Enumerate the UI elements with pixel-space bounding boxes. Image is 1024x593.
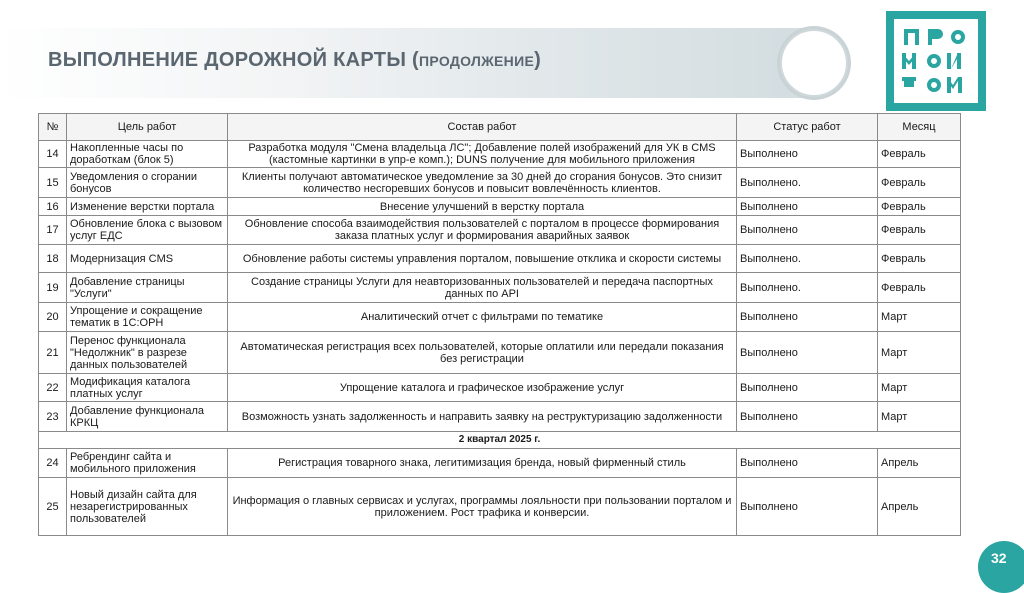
cell-goal: Обновление блока с вызовом услуг ЕДС: [67, 216, 228, 245]
table-row: [39, 303, 961, 332]
cell-status: Выполнено: [737, 303, 878, 332]
cell-goal: Упрощение и сокращение тематик в 1С:ОРН: [67, 303, 228, 332]
page-number-badge: [978, 541, 1024, 593]
cell-status: Выполнено: [737, 478, 878, 536]
page-title-close: ): [534, 49, 542, 71]
cell-goal: Перенос функционала "Недолжник" в разрезе данных пользователей: [67, 332, 228, 374]
cell-month: Февраль: [878, 245, 961, 273]
cell-month: Март: [878, 303, 961, 332]
cell-month: Февраль: [878, 198, 961, 216]
table-header-row: [39, 114, 961, 141]
cell-month: Апрель: [878, 478, 961, 536]
cell-num: 24: [39, 449, 67, 478]
cell-desc: Упрощение каталога и графическое изображение услуг: [228, 374, 737, 402]
cell-num: 21: [39, 332, 67, 374]
cell-desc: Автоматическая регистрация всех пользователей, которые оплатили или передали показания без регистрации: [228, 332, 737, 374]
page-title-sub: ПРОДОЛЖЕНИЕ: [419, 53, 535, 69]
roadmap-table: [38, 113, 961, 536]
cell-num: 15: [39, 168, 67, 198]
header-num: №: [39, 114, 67, 141]
section-title: 2 квартал 2025 г.: [39, 432, 961, 449]
cell-status: Выполнено: [737, 374, 878, 402]
header-desc: Состав работ: [228, 114, 737, 141]
cell-month: Февраль: [878, 141, 961, 168]
cell-goal: Изменение верстки портала: [67, 198, 228, 216]
cell-month: Март: [878, 332, 961, 374]
table-row: [39, 168, 961, 198]
page-title-main: ВЫПОЛНЕНИЕ ДОРОЖНОЙ КАРТЫ (: [48, 49, 420, 71]
cell-num: 22: [39, 374, 67, 402]
cell-desc: Создание страницы Услуги для неавторизованных пользователей и передача паспортных данных по API: [228, 273, 737, 303]
cell-month: Апрель: [878, 449, 961, 478]
page-number: 32: [991, 550, 1007, 566]
header-circle: [780, 29, 848, 97]
table-row: [39, 449, 961, 478]
cell-num: 16: [39, 198, 67, 216]
cell-goal: Модификация каталога платных услуг: [67, 374, 228, 402]
cell-desc: Клиенты получают автоматическое уведомление за 30 дней до сгорания бонусов. Это снизит количество несгоревших бонусов и повысит вовлечённость клиентов.: [228, 168, 737, 198]
cell-month: Февраль: [878, 216, 961, 245]
logo-glyphs-icon: [890, 15, 982, 107]
cell-desc: Обновление способа взаимодействия пользователей с порталом в процессе формирования заказа платных услуг и формирования аварийных заявок: [228, 216, 737, 245]
cell-goal: Модернизация CMS: [67, 245, 228, 273]
cell-goal: Добавление страницы "Услуги": [67, 273, 228, 303]
cell-status: Выполнено: [737, 332, 878, 374]
cell-desc: Регистрация товарного знака, легитимизация бренда, новый фирменный стиль: [228, 449, 737, 478]
cell-desc: Обновление работы системы управления порталом, повышение отклика и скорости системы: [228, 245, 737, 273]
cell-goal: Добавление функционала КРКЦ: [67, 402, 228, 432]
page-title: [48, 49, 541, 72]
section-row: [39, 432, 961, 449]
table-row: [39, 374, 961, 402]
cell-goal: Накопленные часы по доработкам (блок 5): [67, 141, 228, 168]
table-row: [39, 141, 961, 168]
cell-num: 20: [39, 303, 67, 332]
header-month: Месяц: [878, 114, 961, 141]
cell-month: Февраль: [878, 168, 961, 198]
header-goal: Цель работ: [67, 114, 228, 141]
cell-num: 18: [39, 245, 67, 273]
cell-status: Выполнено: [737, 141, 878, 168]
cell-month: Февраль: [878, 273, 961, 303]
cell-goal: Новый дизайн сайта для незарегистрированных пользователей: [67, 478, 228, 536]
cell-status: Выполнено.: [737, 273, 878, 303]
cell-num: 23: [39, 402, 67, 432]
cell-status: Выполнено: [737, 216, 878, 245]
cell-num: 17: [39, 216, 67, 245]
table-row: [39, 245, 961, 273]
cell-status: Выполнено: [737, 402, 878, 432]
cell-num: 14: [39, 141, 67, 168]
cell-desc: Аналитический отчет с фильтрами по тематике: [228, 303, 737, 332]
header-status: Статус работ: [737, 114, 878, 141]
table-row: [39, 273, 961, 303]
cell-desc: Возможность узнать задолженность и направить заявку на реструктуризацию задолженности: [228, 402, 737, 432]
table-row: [39, 198, 961, 216]
cell-month: Март: [878, 402, 961, 432]
cell-goal: Уведомления о сгорании бонусов: [67, 168, 228, 198]
cell-month: Март: [878, 374, 961, 402]
table-row: [39, 402, 961, 432]
cell-desc: Внесение улучшений в верстку портала: [228, 198, 737, 216]
cell-status: Выполнено.: [737, 168, 878, 198]
cell-desc: Информация о главных сервисах и услугах, программы лояльности при пользовании порталом и приложением. Рост трафика и конверсии.: [228, 478, 737, 536]
brand-logo: [886, 11, 986, 111]
table-row: [39, 216, 961, 245]
cell-num: 19: [39, 273, 67, 303]
table-row: [39, 332, 961, 374]
cell-num: 25: [39, 478, 67, 536]
cell-status: Выполнено: [737, 198, 878, 216]
cell-goal: Ребрендинг сайта и мобильного приложения: [67, 449, 228, 478]
table-row: [39, 478, 961, 536]
cell-status: Выполнено.: [737, 245, 878, 273]
cell-status: Выполнено: [737, 449, 878, 478]
cell-desc: Разработка модуля "Смена владельца ЛС"; Добавление полей изображений для УК в CMS (кастомные картинки в упр-е комп.); DUNS получение для мобильного приложения: [228, 141, 737, 168]
